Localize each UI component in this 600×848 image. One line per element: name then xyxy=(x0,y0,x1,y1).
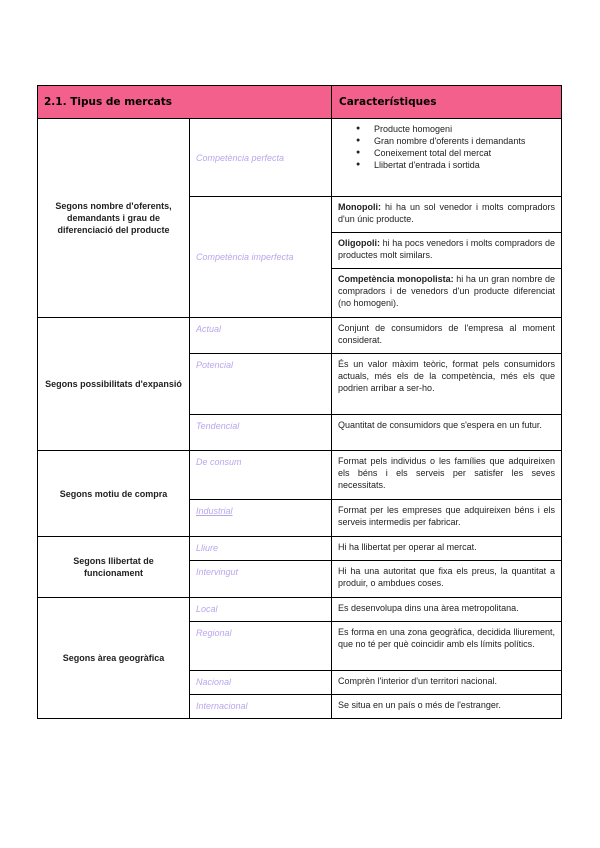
market-type-cell: Nacional xyxy=(190,671,332,695)
list-item: ● Llibertat d'entrada i sortida xyxy=(374,159,555,171)
description-cell: Conjunt de consumidors de l'empresa al moment considerat. xyxy=(332,318,562,354)
description-cell: Format pels individus o les famílies que adquireixen els béns i els serveis per satisfer les seves necessitats. xyxy=(332,451,562,500)
description-cell xyxy=(332,269,562,318)
market-type-cell: Internacional xyxy=(190,695,332,719)
category-cell: Segons nombre d'oferents, demandants i grau de diferenciació del producte xyxy=(38,119,190,318)
table-row xyxy=(38,537,562,561)
market-type-cell: Competència imperfecta xyxy=(190,197,332,318)
list-item: ● Gran nombre d'oferents i demandants xyxy=(374,135,555,147)
market-type-cell: Potencial xyxy=(190,354,332,415)
category-cell: Segons llibertat de funcionament xyxy=(38,537,190,598)
description-cell: Es forma en una zona geogràfica, decidida lliurement, que no té per què coincidir amb els límits polítics. xyxy=(332,622,562,671)
list-item: ● Producte homogeni xyxy=(374,123,555,135)
list-item: ● Coneixement total del mercat xyxy=(374,147,555,159)
description-cell: Es desenvolupa dins una àrea metropolitana. xyxy=(332,598,562,622)
description-cell xyxy=(332,197,562,233)
market-type-cell: Competència perfecta xyxy=(190,119,332,197)
market-type-cell: De consum xyxy=(190,451,332,500)
market-type-cell xyxy=(190,500,332,537)
category-cell: Segons motiu de compra xyxy=(38,451,190,537)
term-label: Oligopoli: xyxy=(338,238,381,248)
header-market-types: 2.1. Tipus de mercats xyxy=(38,86,332,119)
market-type-cell: Regional xyxy=(190,622,332,671)
table-row xyxy=(38,598,562,622)
description-cell: Se situa en un país o més de l'estranger. xyxy=(332,695,562,719)
market-type-cell: Actual xyxy=(190,318,332,354)
term-text: hi ha un sol venedor i molts compradors d'un únic producte. xyxy=(338,202,556,224)
description-cell xyxy=(332,233,562,269)
market-types-table xyxy=(37,85,562,719)
market-type-cell: Tendencial xyxy=(190,415,332,451)
description-cell: És un valor màxim teòric, format pels consumidors actuals, més els de la competència, més els que podrien arribar a ser-ho. xyxy=(332,354,562,415)
description-cell xyxy=(332,119,562,197)
description-cell: Hi ha una autoritat que fixa els preus, la quantitat a produir, o ambdues coses. xyxy=(332,561,562,598)
table-header-row xyxy=(38,86,562,119)
term-label: Competència monopolista: xyxy=(338,274,454,284)
market-type-link[interactable]: Industrial xyxy=(196,506,233,516)
category-cell: Segons àrea geogràfica xyxy=(38,598,190,719)
description-cell: Format per les empreses que adquireixen béns i els serveis intermedis per fabricar. xyxy=(332,500,562,537)
description-cell: Comprèn l'interior d'un territori nacional. xyxy=(332,671,562,695)
description-cell: Quantitat de consumidors que s'espera en un futur. xyxy=(332,415,562,451)
market-type-cell: Intervingut xyxy=(190,561,332,598)
description-cell: Hi ha llibertat per operar al mercat. xyxy=(332,537,562,561)
features-list xyxy=(338,123,555,171)
category-cell: Segons possibilitats d'expansió xyxy=(38,318,190,451)
table-row xyxy=(38,119,562,197)
table-row xyxy=(38,451,562,500)
market-type-cell: Lliure xyxy=(190,537,332,561)
term-text: hi ha un gran nombre de compradors i de venedors d'un producte diferenciat (no homogeni). xyxy=(338,274,556,308)
market-type-cell: Local xyxy=(190,598,332,622)
header-characteristics: Característiques xyxy=(332,86,562,119)
term-label: Monopoli: xyxy=(338,202,381,212)
table-row xyxy=(38,318,562,354)
term-text: hi ha pocs venedors i molts compradors de productes molt similars. xyxy=(338,238,556,260)
